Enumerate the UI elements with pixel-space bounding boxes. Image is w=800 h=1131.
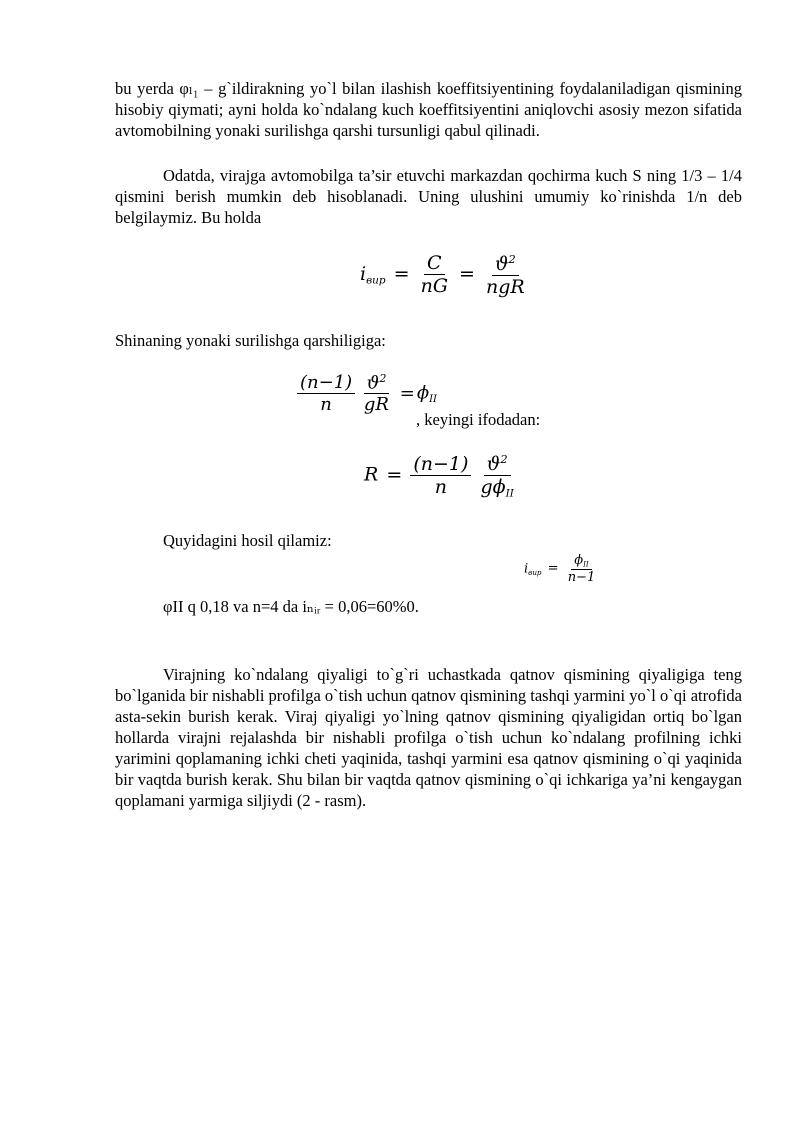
f2-eq: = [399, 382, 415, 404]
f1-frac2 [483, 252, 528, 298]
f3-num2: ϑ [486, 452, 501, 475]
paragraph-3: Shinaning yonaki surilishga qarshiligiga: [115, 331, 386, 350]
f1-den1: nG [420, 275, 448, 298]
f4-den: n−1 [567, 569, 596, 585]
paragraph-1: bu yerda φₗ₁ – g`ildirakning yo`l bilan ilashish koeffitsiyentining foydalaniladigan qismining hisobiy qiymati; ayni holda ko`ndalang kuch koeffitsiyentini aniqlovchi asosiy mezon sifatida avtomobilning yonaki surilishga qarshi tursunligi qabul qilinadi. [115, 79, 742, 140]
f2-rhs-sub: II [429, 394, 437, 406]
f2-den1: n [320, 394, 332, 416]
f2-num1: (n−1) [297, 372, 355, 394]
formula-phi [297, 372, 437, 415]
f3-frac1 [410, 453, 471, 498]
f1-eq1: = [393, 262, 410, 285]
f3-frac2 [477, 452, 516, 499]
f2-rhs: ϕ [416, 382, 430, 404]
f4-lhs: i [524, 561, 529, 577]
paragraph-2: Odatda, virajga avtomobilga ta’sir etuvchi markazdan qochirma kuch S ning 1/3 – 1/4 qismini berish mumkin deb hisoblanadi. Uning ulushini umumiy ko`rinishda 1/n deb belgilaymiz. Bu holda [115, 166, 742, 227]
f3-den1: n [434, 476, 447, 499]
f3-num1: (n−1) [410, 453, 471, 476]
f4-eq: = [547, 561, 559, 577]
paragraph-4: Quyidagini hosil qilamiz: [163, 531, 332, 550]
f3-lhs: R [364, 463, 379, 486]
f1-lhs-sub: вир [366, 274, 386, 287]
f1-lhs: i [360, 262, 367, 285]
f2-frac2 [361, 372, 392, 415]
f3-den2-sub: II [505, 487, 514, 500]
paragraph-6: Virajning ko`ndalang qiyaligi to`g`ri uchastkada qatnov qismining qiyaligiga teng bo`lganida bir nishabli profilga o`tish uchun qatnov qismining tashqi yarmini yo`l o`qi atrofida asta-sekin burish kerak. Viraj qiyaligi yo`lning qatnov qismining qiyaligidan ortiq bo`lgan hollarda virajni rejalashda bir nishabli profilga o`tish uchun ko`ndalang profilning ichki yarimini qoplamaning ichki cheti yaqinida, tashqi yarmini esa qatnov qismining o`qi yaqinida bir vaqtda burish kerak. Shu bilan bir vaqtda qatnov qismining o`qi ichkariga ya’ni kengaygan qoplamani yarmiga siljiydi (2 - rasm). [115, 665, 742, 810]
f2-den2: gR [363, 394, 389, 416]
f3-eq: = [386, 463, 403, 486]
f1-eq2: = [459, 262, 475, 285]
f4-frac [565, 553, 599, 585]
f3-num2-sup: 2 [500, 452, 508, 466]
f2-num2-sup: 2 [379, 372, 387, 385]
f2-frac1 [297, 372, 355, 415]
formula-result [524, 553, 598, 585]
formula-iviR [360, 252, 528, 298]
f1-num2-sup: 2 [508, 252, 516, 266]
f1-num1: C [424, 252, 445, 275]
formula-R [364, 452, 517, 499]
f3-den2: gϕ [480, 475, 506, 498]
f4-lhs-sub: вир [528, 567, 542, 577]
f1-frac1 [418, 252, 451, 297]
f4-num: ϕ [574, 553, 584, 568]
f2-num2: ϑ [366, 372, 380, 394]
f4-num-sub: II [583, 559, 589, 569]
f1-num2: ϑ [494, 252, 509, 275]
paragraph-3-tail: , keyingi ifodadan: [416, 410, 541, 429]
paragraph-5: φII q 0,18 va n=4 da iₙᵢᵣ = 0,06=60%0. [163, 597, 419, 616]
f1-den2: ngR [486, 275, 525, 298]
